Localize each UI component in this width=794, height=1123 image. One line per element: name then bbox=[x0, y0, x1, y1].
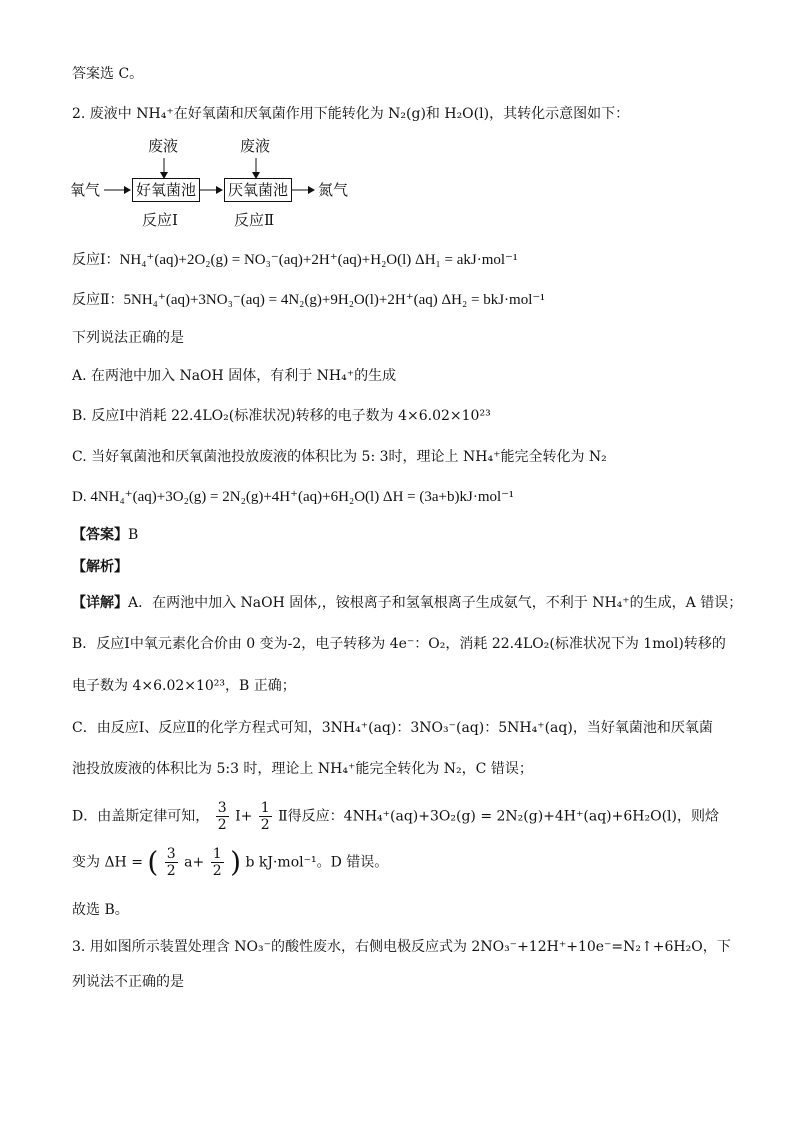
diagram-reaction-1-label: 反应Ⅰ bbox=[142, 211, 178, 229]
fraction-3-2-b: $\frac{3}{2}$ bbox=[166, 846, 176, 879]
conversion-diagram bbox=[70, 136, 370, 236]
detail-c-line-2: 池投放废液的体积比为 5:3 时，理论上 NH₄⁺能完全转化为 N₂，C 错误； bbox=[72, 761, 533, 777]
reaction-2-label: 反应Ⅱ： bbox=[72, 292, 124, 308]
question-3-line-2: 列说法不正确的是 bbox=[72, 974, 184, 990]
detail-d-mid: Ⅰ+ bbox=[235, 808, 253, 825]
diagram-waste-label-1: 废液 bbox=[148, 137, 179, 155]
final-answer: 故选 B。 bbox=[72, 902, 129, 918]
answer-row bbox=[72, 525, 138, 545]
detail-line-1 bbox=[72, 593, 742, 613]
answer-tag: 【答案】 bbox=[72, 527, 128, 543]
detail-d-line-1 bbox=[72, 800, 719, 836]
detail-b-line-2: 电子数为 4×6.02×10²³，B 正确； bbox=[72, 678, 296, 694]
detail-tag: 【详解】 bbox=[72, 595, 128, 611]
detail-d-enthalpy-prefix: 变为 ΔH = bbox=[72, 854, 143, 871]
question-2-stem: 2. 废液中 NH₄⁺在好氧菌和厌氧菌作用下能转化为 N₂(g)和 H₂O(l)，其转化示意图如下： bbox=[72, 106, 630, 122]
aerobic-tank-box: 好氧菌池 bbox=[132, 178, 200, 202]
diagram-waste-label-2: 废液 bbox=[240, 137, 271, 155]
reaction-1-row bbox=[72, 250, 517, 270]
answer-value: B bbox=[128, 527, 139, 543]
reaction-2-row bbox=[72, 290, 545, 310]
anaerobic-tank-box: 厌氧菌池 bbox=[224, 178, 292, 202]
detail-d-rest: Ⅱ得反应：4NH₄⁺(aq)+3O₂(g) = 2N₂(g)+4H⁺(aq)+6H₂O(l)，则焓 bbox=[278, 808, 719, 825]
option-d: D. 4NH₄⁺(aq)+3O₂(g) = 2N₂(g)+4H⁺(aq)+6H₂O(l) ΔH = (3a+b)kJ·mol⁻¹ bbox=[72, 489, 514, 505]
reaction-1-label: 反应Ⅰ： bbox=[72, 252, 120, 268]
detail-a: A．在两池中加入 NaOH 固体,，铵根离子和氢氧根离子生成氨气，不利于 NH₄⁺的生成，A 错误； bbox=[128, 595, 743, 611]
detail-c-line-1: C．由反应Ⅰ、反应Ⅱ的化学方程式可知，3NH₄⁺(aq)：3NO₃⁻(aq)：5NH₄⁺(aq)，当好氧菌池和厌氧菌 bbox=[72, 720, 713, 736]
fraction-1-2-b: $\frac{1}{2}$ bbox=[212, 846, 222, 879]
analysis-tag: 【解析】 bbox=[72, 559, 128, 575]
reaction-2-equation: 5NH₄⁺(aq)+3NO₃⁻(aq) = 4N₂(g)+9H₂O(l)+2H⁺(aq) ΔH₂ = bkJ·mol⁻¹ bbox=[123, 292, 545, 308]
diagram-nitrogen-label: 氮气 bbox=[318, 181, 349, 199]
diagram-reaction-2-label: 反应Ⅱ bbox=[234, 211, 275, 229]
answer-previous: 答案选 C。 bbox=[72, 66, 144, 82]
option-c: C. 当好氧菌池和厌氧菌池投放废液的体积比为 5: 3时，理论上 NH₄⁺能完全转化为 N₂ bbox=[72, 449, 607, 465]
option-a: A. 在两池中加入 NaOH 固体，有利于 NH₄⁺的生成 bbox=[72, 368, 397, 384]
fraction-3-2: $\frac{3}{2}$ bbox=[217, 800, 227, 833]
detail-d-prefix: D．由盖斯定律可知， bbox=[72, 808, 210, 825]
diagram-oxygen-label: 氧气 bbox=[70, 181, 101, 199]
detail-d-enthalpy-mid: a+ bbox=[184, 854, 205, 871]
detail-d-enthalpy-rest: b kJ·mol⁻¹。D 错误。 bbox=[245, 854, 389, 871]
question-prompt: 下列说法正确的是 bbox=[72, 330, 184, 346]
option-b: B. 反应Ⅰ中消耗 22.4LO₂(标准状况)转移的电子数为 4×6.02×10²³ bbox=[72, 408, 491, 424]
detail-b-line-1: B．反应Ⅰ中氧元素化合价由 0 变为-2，电子转移为 4e⁻：O₂，消耗 22.4LO₂(标准状况下为 1mol)转移的 bbox=[72, 636, 726, 652]
fraction-1-2: $\frac{1}{2}$ bbox=[260, 800, 270, 833]
detail-d-line-2: 变为 ΔH = ( $\frac{3}{2}$ a+ $\frac{1}{2}$ ) b kJ·mol⁻¹。D 错误。 bbox=[72, 845, 389, 879]
question-3-line-1: 3. 用如图所示装置处理含 NO₃⁻的酸性废水，右侧电极反应式为 2NO₃⁻+12H⁺+10e⁻=N₂↑+6H₂O，下 bbox=[72, 939, 731, 955]
reaction-1-equation: NH₄⁺(aq)+2O₂(g) = NO₃⁻(aq)+2H⁺(aq)+H₂O(l) ΔH₁ = akJ·mol⁻¹ bbox=[119, 252, 518, 268]
